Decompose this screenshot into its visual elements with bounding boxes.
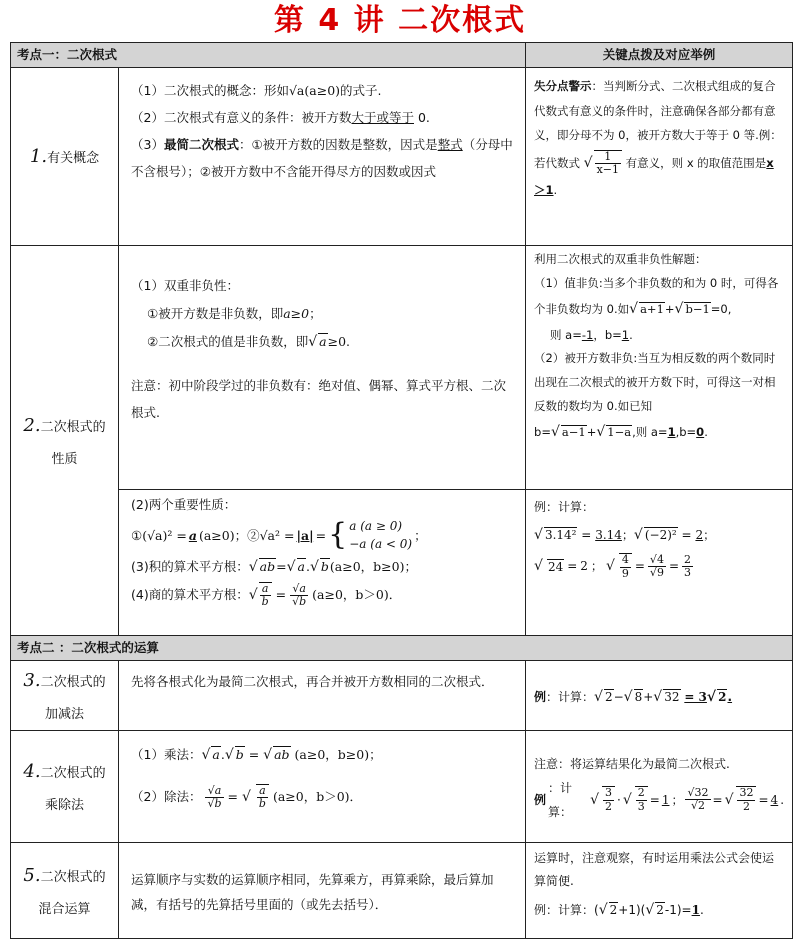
row-add-subtract — [11, 661, 793, 731]
mixed-content: 运算顺序与实数的运算顺序相同，先算乘方，再算乘除，最后算加减，有括号的先算括号里面的（或先去括号）． — [119, 843, 526, 939]
row-label: 2.二次根式的 性质 — [11, 246, 119, 636]
section-header-right: 关键点拨及对应举例 — [526, 43, 793, 68]
row-concepts — [11, 68, 793, 246]
multiply-divide-content: （1）乘法：√ a.√ b = √ ab (a≥0，b≥0)； （2）除法： $\frac{√a}{√b}$ = √ $\frac{a}{b}$ (a≥0，b＞0)． — [119, 731, 526, 843]
properties-nonneg: （1）双重非负性： ①被开方数是非负数，即a≥0； ②二次根式的值是非负数，即√ a≥0. 注意：初中阶段学过的非负数有：绝对值、偶幂、算式平方根、二次根式. — [119, 246, 526, 490]
page-title: 第 4 讲 二次根式 — [273, 3, 527, 38]
row-mixed — [11, 843, 793, 939]
section-header-left: 考点一：二次根式 — [11, 43, 526, 68]
nonneg-note: 注意：初中阶段学过的非负数有：绝对值、偶幂、算式平方根、二次根式. — [131, 377, 507, 421]
concepts-content — [119, 68, 526, 246]
row-multiply-divide — [11, 731, 793, 843]
properties-examples: 例：计算： √ 3.14² = 3.14；√ (−2)² = 2； √ 24 = 2 ； √ $\frac{4}{9}$ = $\frac{√4}{√9}$ = $\frac{2}{3}$ — [526, 490, 793, 636]
add-subtract-content: 先将各根式化为最简二次根式，再合并被开方数相同的二次根式． — [119, 661, 526, 731]
row-label: 3.二次根式的 加减法 — [11, 661, 119, 731]
knowledge-table — [10, 42, 793, 939]
section-header-1 — [11, 43, 793, 68]
row-label: 1.有关概念 — [11, 68, 119, 246]
add-subtract-example: 例：计算：√ 2−√ 8+√ 32 = 3√ 2. — [526, 661, 793, 731]
mixed-examples: 运算时，注意观察，有时运用乘法公式会使运算简便. 例：计算：(√ 2+1)(√ 2-1)=1. — [526, 843, 793, 939]
multiply-divide-examples: 注意：将运算结果化为最简二次根式. 例 ：计算： √ $\frac{3}{2}$ · √ $\frac{2}{3}$ = 1 ； $\frac{√32}{√2}$ = √ $\frac{32}{2}$ = 4 . — [526, 731, 793, 843]
section-header-2: 考点二 ：二次根式的运算 — [11, 636, 793, 661]
properties-important: (2)两个重要性质： ①(√a)² = a (a≥0)；②√a² = |a| = { a (a ≥ 0) −a (a < 0) ； (3)积的算术平方根：√ ab=√ a.√ b(a≥0，b≥0)； (4)商的算术平方根：√ $\frac{a}{b}$ = $\frac{√a}{√b}$ (a≥0，b＞0)． — [119, 490, 526, 636]
concept-simplest: （3）最简二次根式：①被开方数的因数是整数，因式是整式（分母中不含根号）；②被开方数中不含能开得尽方的因数或因式 — [131, 136, 513, 179]
concept-condition: （2）二次根式有意义的条件：被开方数大于或等于 0. — [131, 109, 430, 125]
concept-definition: （1）二次根式的概念：形如√a(a≥0)的式子. — [131, 83, 382, 98]
row-label: 5.二次根式的 混合运算 — [11, 843, 119, 939]
row-label: 4.二次根式的 乘除法 — [11, 731, 119, 843]
row-properties-a — [11, 246, 793, 490]
concepts-tip: 失分点警示：当判断分式、二次根式组成的复合代数式有意义的条件时，注意确保各部分都有意义，即分母不为 0，被开方数大于等于 0 等.例：若代数式 √ $\frac{1}{x-1}$ 有意义，则 x 的取值范围是x＞1. — [526, 68, 793, 246]
properties-nonneg-examples: 利用二次根式的双重非负性解题： （1）值非负:当多个非负数的和为 0 时，可得各个非负数均为 0.如√ a+1+√ b−1=0, 则 a=-1，b=1. （2）被开方数非负:当互为相反数的两个数同时出现在二次根式的被开方数下时，可得这一对相反数的数均为 0.如已知 b=√ a−1+√ 1−a,则 a=1,b=0. — [526, 246, 793, 490]
row-properties-b — [11, 490, 793, 636]
